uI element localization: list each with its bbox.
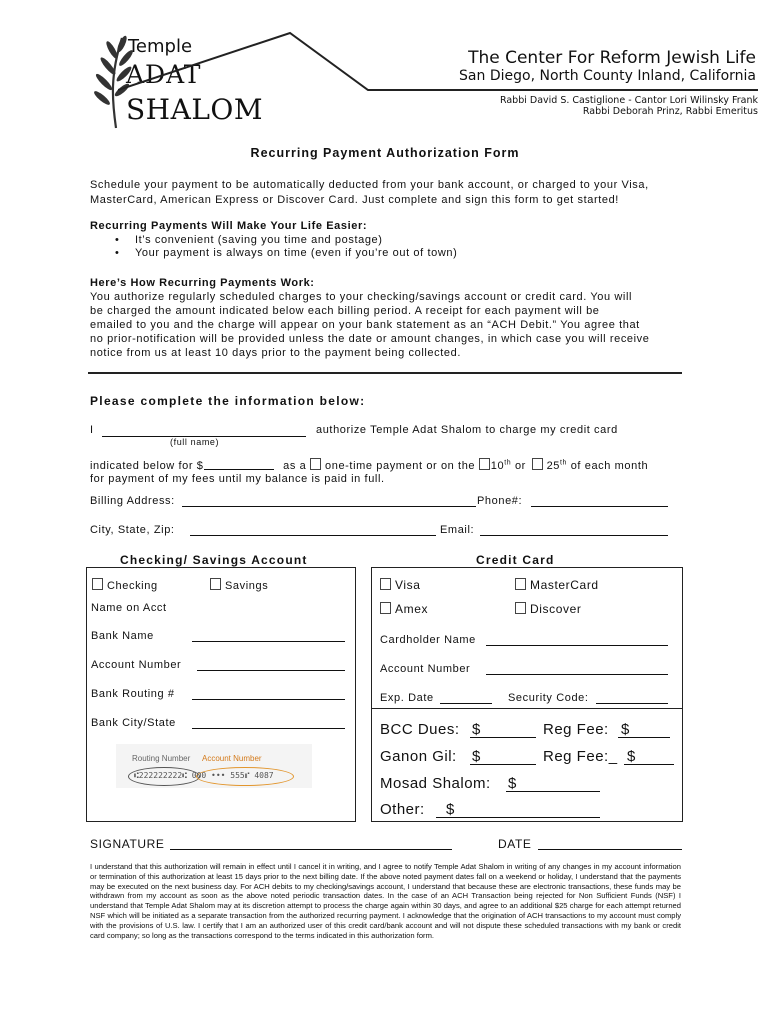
tenth-label: 10 [490, 460, 505, 472]
mosad-shalom-field[interactable] [506, 791, 600, 792]
twentyfifth-checkbox[interactable] [532, 458, 543, 470]
bank-routing-field[interactable] [192, 699, 345, 700]
security-code-field[interactable] [596, 703, 668, 704]
account-number-field[interactable] [197, 670, 345, 671]
signature-field[interactable] [170, 849, 452, 850]
mosad-shalom-label: Mosad Shalom: [380, 775, 491, 792]
for-payment-text: for payment of my fees until my balance is paid in full. [90, 473, 385, 485]
billing-address-label: Billing Address: [90, 495, 175, 507]
cardholder-name-label: Cardholder Name [380, 634, 476, 646]
as-a-label: as a [283, 460, 307, 472]
discover-label: Discover [530, 602, 582, 616]
savings-checkbox[interactable] [210, 578, 221, 590]
checking-checkbox[interactable] [92, 578, 103, 590]
other-dollar-sign: $ [446, 801, 455, 818]
reg-fee-2-label: Reg Fee:_ [543, 748, 618, 765]
signature-label: SIGNATURE [90, 837, 165, 851]
discover-option[interactable] [515, 602, 581, 616]
authorize-text: authorize Temple Adat Shalom to charge my credit card [316, 424, 618, 436]
mastercard-checkbox[interactable] [515, 578, 526, 590]
ordinal-suffix: th [504, 459, 512, 467]
other-field[interactable] [436, 817, 600, 818]
credit-heading: Credit Card [476, 553, 555, 567]
logo-temple-text: Temple [128, 36, 193, 57]
bank-city-state-label: Bank City/State [91, 717, 176, 729]
rabbis-line-2: Rabbi Deborah Prinz, Rabbi Emeritus [582, 106, 758, 117]
bcc-dues-label: BCC Dues: [380, 721, 460, 738]
one-time-checkbox[interactable] [310, 458, 321, 470]
cardholder-name-field[interactable] [486, 645, 668, 646]
logo-shalom-text: SHALOM [126, 93, 264, 126]
twentyfifth-label: 25 [546, 460, 561, 472]
amex-option[interactable] [380, 602, 428, 616]
credit-account-number-field[interactable] [486, 674, 668, 675]
org-name: The Center For Reform Jewish Life [468, 48, 756, 68]
how-line: no prior-notification will be provided unless the date or amount changes, in which case you will receive [90, 333, 650, 345]
security-code-label: Security Code: [508, 692, 589, 704]
i-label: I [90, 424, 94, 436]
amex-checkbox[interactable] [380, 602, 391, 614]
checking-label: Checking [107, 580, 158, 592]
rabbis-line-1: Rabbi David S. Castiglione - Cantor Lori Wilinsky Frank [499, 95, 758, 106]
form-title: Recurring Payment Authorization Form [250, 146, 520, 160]
or-label: or [514, 460, 526, 472]
bcc-dollar-sign: $ [472, 721, 481, 738]
fine-print: I understand that this authorization will remain in effect until I cancel it in writing, and I agree to notify Temple Adat Shalom in writing of any changes in my account information or termination of this authorization at least 15 days prior to the next billing date. If the above noted payment dates fall on a weekend or holiday, I understand that the payments may be executed on the next business day. For ACH debits to my checking/savings account, I understand that because these are electronic transactions, these funds may be withdrawn from my account as soon as the above noted periodic transaction dates. In the case of an ACH Transaction being rejected for Non Sufficient Funds (NSF) I understand that Temple Adat Shalom may at its discretion attempt to process the charge again within 30 days, and agree to an additional $25 charge for each attempt returned NSF which will be initiated as a separate transaction from the authorized recurring payment. I acknowledge that the origination of ACH transactions to my account must comply with the provisions of U.S. law. I certify that I am an authorized user of this credit card/bank account and will not dispute these scheduled transactions with my bank or credit card company; so long as the transactions correspond to the terms indicated in this authorization form. [90, 862, 681, 940]
reg-fee-field[interactable] [618, 737, 670, 738]
checking-option[interactable] [92, 578, 158, 592]
one-time-label: one-time payment or on the [325, 460, 476, 472]
how-section [90, 276, 650, 360]
check-numbers: ⑆222222222⑆ 000 ••• 555⑈ 4087 [134, 771, 274, 780]
reg-fee-2-field[interactable] [624, 764, 674, 765]
intro-line: MasterCard, American Express or Discover Card. Just complete and sign this form to get started! [90, 193, 619, 206]
bank-name-label: Bank Name [91, 630, 154, 642]
exp-date-field[interactable] [440, 703, 492, 704]
reg-fee-2-dollar-sign: $ [627, 748, 636, 765]
ganon-gil-field[interactable] [470, 764, 536, 765]
savings-option[interactable] [210, 578, 268, 592]
ordinal-suffix: th [560, 459, 568, 467]
credit-account-number-label: Account Number [380, 663, 471, 675]
how-line: emailed to you and the charge will appear on your bank statement as an “ACH Debit.” You agree that [90, 319, 640, 331]
discover-checkbox[interactable] [515, 602, 526, 614]
amount-row [90, 458, 648, 472]
indicated-below-label: indicated below for $ [90, 460, 204, 472]
how-line: You authorize regularly scheduled charges to your checking/savings account or credit card. You will [90, 291, 633, 303]
easier-heading: Recurring Payments Will Make Your Life Easier: [90, 220, 368, 232]
intro-line: Schedule your payment to be automatically deducted from your bank account, or charged to your Visa, [90, 179, 649, 191]
tenth-checkbox[interactable] [479, 458, 490, 470]
amex-label: Amex [395, 602, 429, 616]
of-each-month-label: of each month [570, 460, 649, 472]
bcc-dues-field[interactable] [470, 737, 536, 738]
savings-label: Savings [225, 580, 269, 592]
bank-routing-label: Bank Routing # [91, 688, 175, 700]
easier-list [90, 234, 457, 261]
mastercard-option[interactable] [515, 578, 599, 592]
how-line: be charged the amount indicated below each billing period. A receipt for each payment will be [90, 305, 600, 317]
org-location: San Diego, North County Inland, California [459, 68, 756, 84]
check-account-label: Account Number [202, 754, 262, 763]
date-field[interactable] [538, 849, 682, 850]
easier-section [90, 220, 457, 261]
reg-fee-dollar-sign: $ [621, 721, 630, 738]
email-label: Email: [440, 524, 475, 536]
visa-option[interactable] [380, 578, 421, 592]
credit-panel-divider [372, 708, 682, 709]
full-name-hint: (full name) [170, 437, 220, 447]
ganon-dollar-sign: $ [472, 748, 481, 765]
complete-heading: Please complete the information below: [90, 394, 366, 408]
mosad-dollar-sign: $ [508, 775, 517, 792]
section-divider [88, 372, 682, 374]
account-number-label: Account Number [91, 659, 182, 671]
date-label: DATE [498, 837, 532, 851]
bank-name-field[interactable] [192, 641, 345, 642]
checking-heading: Checking/ Savings Account [120, 553, 308, 567]
billing-address-field[interactable] [182, 506, 476, 507]
intro-text [90, 178, 649, 207]
bank-city-state-field[interactable] [192, 728, 345, 729]
city-state-zip-label: City, State, Zip: [90, 524, 175, 536]
name-on-acct-label: Name on Acct [91, 602, 167, 614]
exp-date-label: Exp. Date [380, 692, 434, 704]
how-line: notice from us at least 10 days prior to the payment being collected. [90, 347, 461, 359]
mastercard-label: MasterCard [530, 578, 599, 592]
phone-field[interactable] [531, 506, 668, 507]
logo-adat-text: ADAT [126, 60, 202, 89]
city-state-zip-field[interactable] [190, 535, 436, 536]
how-heading: Here’s How Recurring Payments Work: [90, 277, 315, 289]
other-label: Other: [380, 801, 425, 818]
email-field[interactable] [480, 535, 668, 536]
visa-label: Visa [395, 578, 421, 592]
check-sample-image [116, 744, 312, 788]
list-item: • It’s convenient (saving you time and postage) [135, 234, 457, 248]
amount-field[interactable] [204, 459, 274, 470]
list-item: • Your payment is always on time (even if you’re out of town) [135, 247, 457, 261]
phone-label: Phone#: [477, 495, 523, 507]
visa-checkbox[interactable] [380, 578, 391, 590]
ganon-gil-label: Ganon Gil: [380, 748, 457, 765]
check-routing-label: Routing Number [132, 754, 191, 763]
reg-fee-label: Reg Fee: [543, 721, 609, 738]
